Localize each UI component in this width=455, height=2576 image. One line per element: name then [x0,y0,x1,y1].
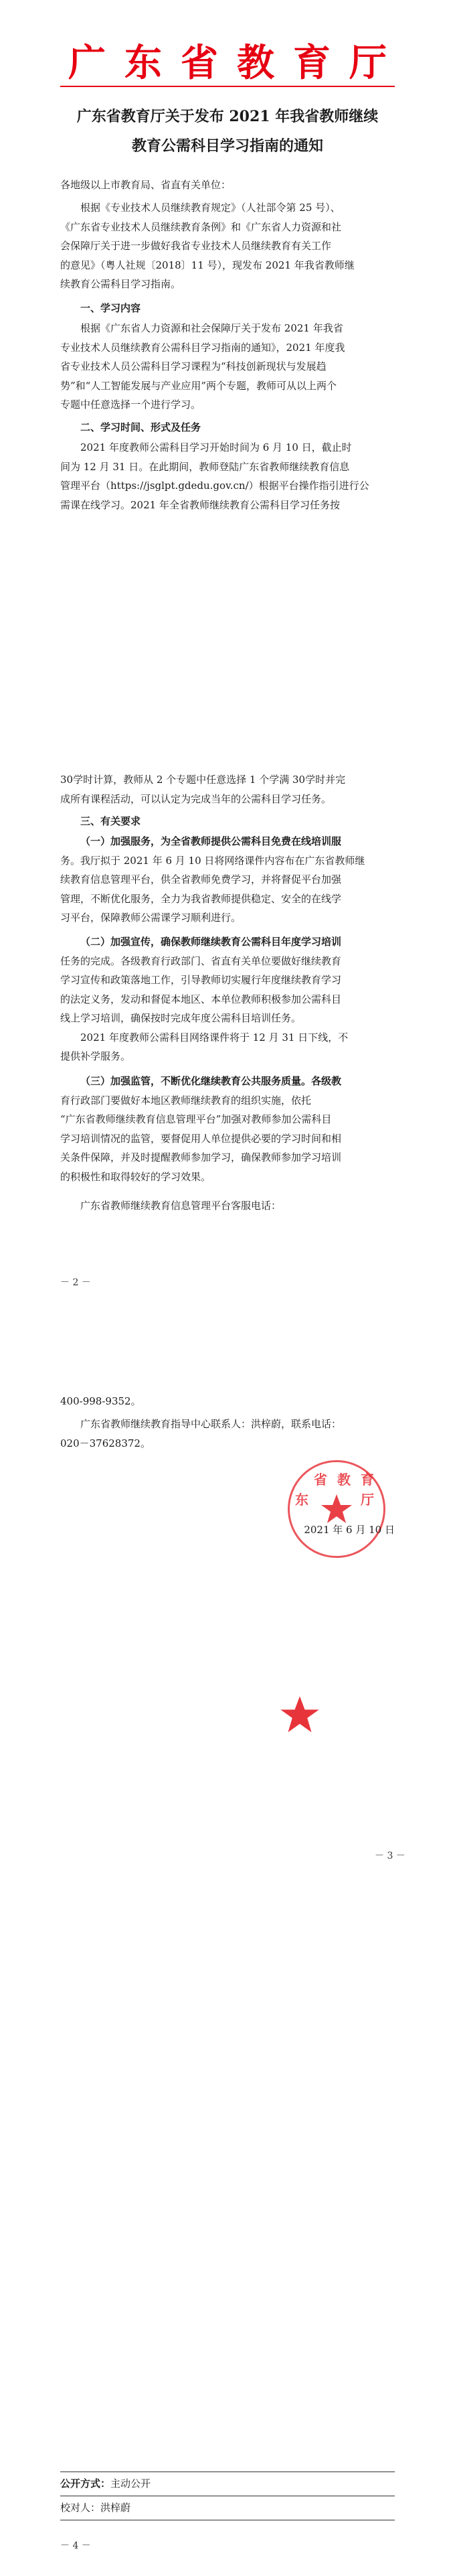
requirement-3-line: 育行政部门要做好本地区教师继续教育的组织实施，依托 [60,1094,312,1106]
requirement-2-line: 任务的完成。各级教育行政部门、省直有关单位要做好继续教育 [60,954,342,967]
contact-line: 广东省教师继续教育指导中心联系人：洪梓蔚，联系电话： [80,1418,342,1430]
star-icon [280,1695,320,1735]
contact-line: 广东省教师继续教育信息管理平台客服电话： [80,1200,282,1212]
requirement-1-lead: （一）加强服务，为全省教师提供公需科目免费在线培训服 [80,835,342,847]
signature-date: 2021 年 6 月 10 日 [304,1524,395,1536]
contact-phone: 400-998-9352。 [60,1395,141,1407]
page-number: － 3 － [375,1851,405,1861]
requirement-1-line: 务。我厅拟于 2021 年 6 月 10 日将网络课件内容布在广东省教师继 [60,854,365,867]
requirement-2-line: 学习宣传和政策落地工作，引导教师切实履行年度继续教育学习 [60,974,342,986]
requirement-1-line: 习平台，保障教师公需课学习顺利进行。 [60,912,242,924]
contact-paragraph-2 [60,1415,395,1453]
requirement-1 [60,832,395,928]
seal-text: 厅 [361,1492,374,1508]
section-1-line: 根据《广东省人力资源和社会保障厅关于发布 2021 年我省 [80,322,343,334]
seal-text: 省 教 育 [314,1472,377,1488]
requirement-3-line: “广东省教师继续教育信息管理平台”加强对教师参加公需科目 [60,1113,332,1125]
publish-value: 主动公开 [110,2478,151,2490]
official-seal [288,1460,385,1558]
page-number: － 4 － [60,2541,91,2551]
section-2-line: 需课在线学习。2021 年全省教师继续教育公需科目学习任务按 [60,498,340,511]
requirement-3-lead: （三）加强监管，不断优化继续教育公共服务质量。各级教 [80,1075,342,1087]
intro-line: 续教育公需科目学习指南。 [60,278,181,290]
document-title-line-2: 教育公需科目学习指南的通知 [131,137,323,155]
document-title-line-1: 广东省教育厅关于发布 2021 年我省教师继续 [76,108,379,125]
section-2-paragraph [60,438,395,514]
intro-line: 的意见》（粤人社规〔2018〕11 号），现发布 2021 年我省教师继 [60,259,355,271]
intro-line: 《广东省专业技术人员继续教育条例》和《广东省人力资源和社 [60,220,342,233]
section-1-paragraph [60,319,395,415]
requirement-2-line: 提供补学服务。 [60,1050,131,1062]
requirement-3 [60,1072,395,1186]
section-2-line: 管理平台（https://jsglpt.gdedu.gov.cn/）根据平台操作指引进行公 [60,480,369,492]
section-2-line: 成所有课程活动，可以认定为完成当年的公需科目学习任务。 [60,792,332,805]
page-number: － 2 － [60,1277,91,1288]
contact-line: 020－37628372。 [60,1437,151,1449]
seal-mark [280,1695,320,1737]
issuing-organization-title: 广东省教育厅 [68,41,405,85]
intro-paragraph [60,198,395,294]
requirement-2-lead: （二）加强宣传，确保教师继续教育公需科目年度学习培训 [80,936,342,948]
requirement-3-line: 学习培训情况的监管，要督促用人单位提供必要的学习时间和相 [60,1132,342,1145]
requirement-1-line: 续教育信息管理平台，供全省教师免费学习，并将督促平台加强 [60,873,342,885]
requirement-1-line: 管理，不断优化服务，全力为我省教师提供稳定、安全的在线学 [60,892,342,905]
seal-text: 东 [295,1492,308,1508]
section-1-line: 专业技术人员继续教育公需科目学习指南的通知》，2021 年度我 [60,341,345,354]
requirement-2-line: 线上学习培训，确保按时完成年度公需科目培训任务。 [60,1012,302,1024]
publish-label: 公开方式： [60,2478,111,2490]
section-1-line: 势”和“人工智能发展与产业应用”两个专题，教师可从以上两个 [60,379,337,392]
requirement-2-line: 2021 年度教师公需科目网络课件将于 12 月 31 日下线，不 [80,1031,349,1044]
intro-line: 根据《专业技术人员继续教育规定》（人社部令第 25 号）、 [80,202,341,214]
intro-line: 会保障厅关于进一步做好我省专业技术人员继续教育有关工作 [60,240,332,252]
section-3-heading: 三、有关要求 [80,815,141,827]
publish-method [60,2474,395,2494]
header-red-rule [60,86,395,87]
section-1-heading: 一、学习内容 [80,302,141,314]
page-2-continuation [60,770,395,808]
proofreader: 校对人：洪梓蔚 [60,2502,131,2514]
section-2-line: 2021 年度教师公需科目学习开始时间为 6 月 10 日，截止时 [80,441,352,453]
section-1-line: 专题中任意选择一个进行学习。 [60,399,201,411]
requirement-3-line: 的积极性和取得较好的学习效果。 [60,1170,211,1183]
section-2-line: 间为 12 月 31 日。在此期间，教师登陆广东省教师继续教育信息 [60,460,350,473]
section-2-line: 30学时计算，教师从 2 个专题中任意选择 1 个学满 30学时并完 [60,774,346,786]
requirement-2 [60,932,395,1066]
section-1-line: 省专业技术人员公需科目学习课程为“科技创新现状与发展趋 [60,360,327,372]
section-2-heading: 二、学习时间、形式及任务 [80,421,201,433]
addressee: 各地级以上市教育局、省直有关单位： [60,179,232,191]
requirement-2-line: 的法定义务，发动和督促本地区、本单位教师积极参加公需科目 [60,993,342,1005]
requirement-3-line: 关条件保障，并及时提醒教师参加学习，确保教师参加学习培训 [60,1151,342,1163]
